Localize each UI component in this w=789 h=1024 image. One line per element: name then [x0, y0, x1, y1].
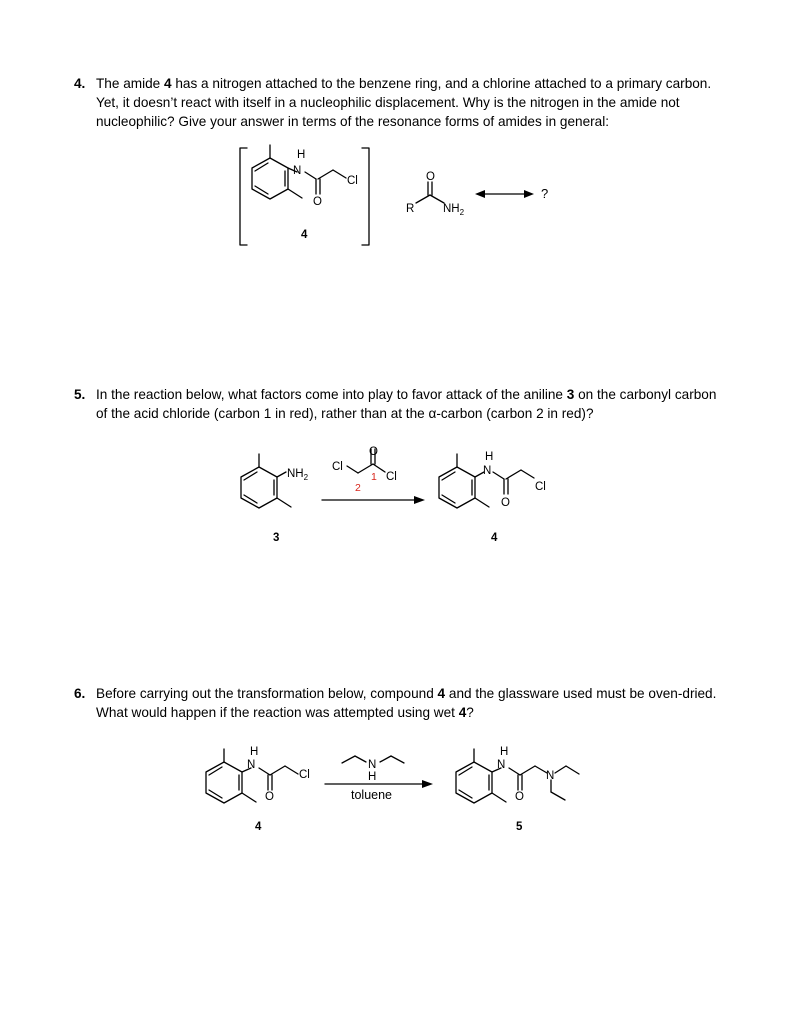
- atom-n: N: [546, 770, 555, 782]
- atom-n: N: [497, 759, 506, 771]
- benzene-ring: [456, 762, 492, 803]
- q6-scheme: [206, 746, 579, 833]
- atom-cl: Cl: [299, 769, 310, 781]
- compound-label-4: 4: [301, 229, 308, 241]
- compound-ref: 4: [164, 76, 172, 91]
- atom-nh2: $NH_2$: [287, 468, 309, 482]
- compound-ref: 4: [437, 686, 446, 701]
- question-6-number: 6.: [74, 686, 86, 701]
- generic-amide-structure: [406, 171, 465, 217]
- methyl-bond: [277, 498, 291, 507]
- compound-4-structure: [252, 145, 358, 208]
- carbon-1-label: 1: [371, 471, 377, 483]
- compound-5-structure: [456, 746, 579, 803]
- atom-o: O: [426, 171, 435, 183]
- question-5-number: 5.: [74, 387, 86, 402]
- atom-o: O: [265, 791, 274, 803]
- atom-r: R: [406, 203, 415, 215]
- atom-nh2: $NH_2$: [443, 203, 465, 217]
- benzene-ring: [439, 467, 475, 508]
- reaction-arrow: [325, 780, 433, 788]
- atom-h: H: [250, 746, 259, 758]
- atom-h: H: [500, 746, 509, 758]
- atom-n: N: [368, 759, 377, 771]
- atom-cl: Cl: [332, 461, 343, 473]
- atom-n: N: [483, 465, 492, 477]
- benzene-ring: [241, 467, 277, 508]
- methyl-bond: [242, 793, 256, 802]
- atom-cl: Cl: [535, 481, 546, 493]
- compound-3-structure: [241, 454, 309, 508]
- diethylamine-structure: [342, 756, 404, 783]
- atom-n: N: [293, 165, 302, 177]
- atom-o: O: [313, 196, 322, 208]
- compound-ref: 4: [458, 705, 467, 720]
- atom-h: H: [297, 149, 306, 161]
- atom-cl: Cl: [386, 471, 397, 483]
- atom-n: N: [247, 759, 256, 771]
- compound-4-structure: [206, 746, 310, 803]
- resonance-arrow: [475, 190, 534, 198]
- chloroacetyl-chloride-structure: [332, 446, 397, 494]
- compound-label-4: 4: [491, 532, 498, 544]
- right-bracket: [362, 148, 369, 245]
- methyl-bond: [475, 498, 489, 507]
- benzene-ring: [252, 158, 288, 199]
- solvent-label: toluene: [351, 788, 393, 802]
- question-4-text: The amide 4 has a nitrogen attached to the benzene ring, and a chlorine attached to a primary carbon. Yet, it doesn’t react with itself in a nucleophilic displacement. Why is the nitrogen in the amide not nucleophilic? Give your answer in terms of the resonance forms of amides in general:: [96, 76, 712, 129]
- atom-h: H: [368, 771, 377, 783]
- alpha-symbol: α: [428, 406, 437, 421]
- atom-o: O: [369, 446, 378, 458]
- benzene-ring: [206, 762, 242, 803]
- compound-label-4: 4: [255, 821, 262, 833]
- q5-scheme: [241, 446, 546, 544]
- question-4-number: 4.: [74, 76, 86, 91]
- reaction-arrow: [322, 496, 425, 504]
- methyl-bond: [492, 793, 506, 802]
- compound-ref: 3: [566, 387, 575, 402]
- q4-scheme: [240, 145, 548, 245]
- question-6-text: Before carrying out the transformation below, compound 4 and the glassware used must be oven-dried. What would happen if the reaction was attempted using wet 4?: [96, 686, 717, 720]
- left-bracket: [240, 148, 247, 245]
- compound-4-structure: [439, 451, 546, 509]
- compound-label-5: 5: [516, 821, 523, 833]
- atom-h: H: [485, 451, 494, 463]
- methyl-bond: [288, 189, 302, 198]
- atom-o: O: [501, 497, 510, 509]
- compound-label-3: 3: [273, 532, 280, 544]
- question-5-text: In the reaction below, what factors come into play to favor attack of the aniline 3 on the carbonyl carbon of the acid chloride (carbon 1 in red), rather than at the α-carbon (carbon 2 in red)?: [96, 387, 717, 421]
- question-mark: ?: [541, 186, 549, 201]
- atom-cl: Cl: [347, 175, 358, 187]
- atom-o: O: [515, 791, 524, 803]
- carbon-2-label: 2: [355, 482, 361, 494]
